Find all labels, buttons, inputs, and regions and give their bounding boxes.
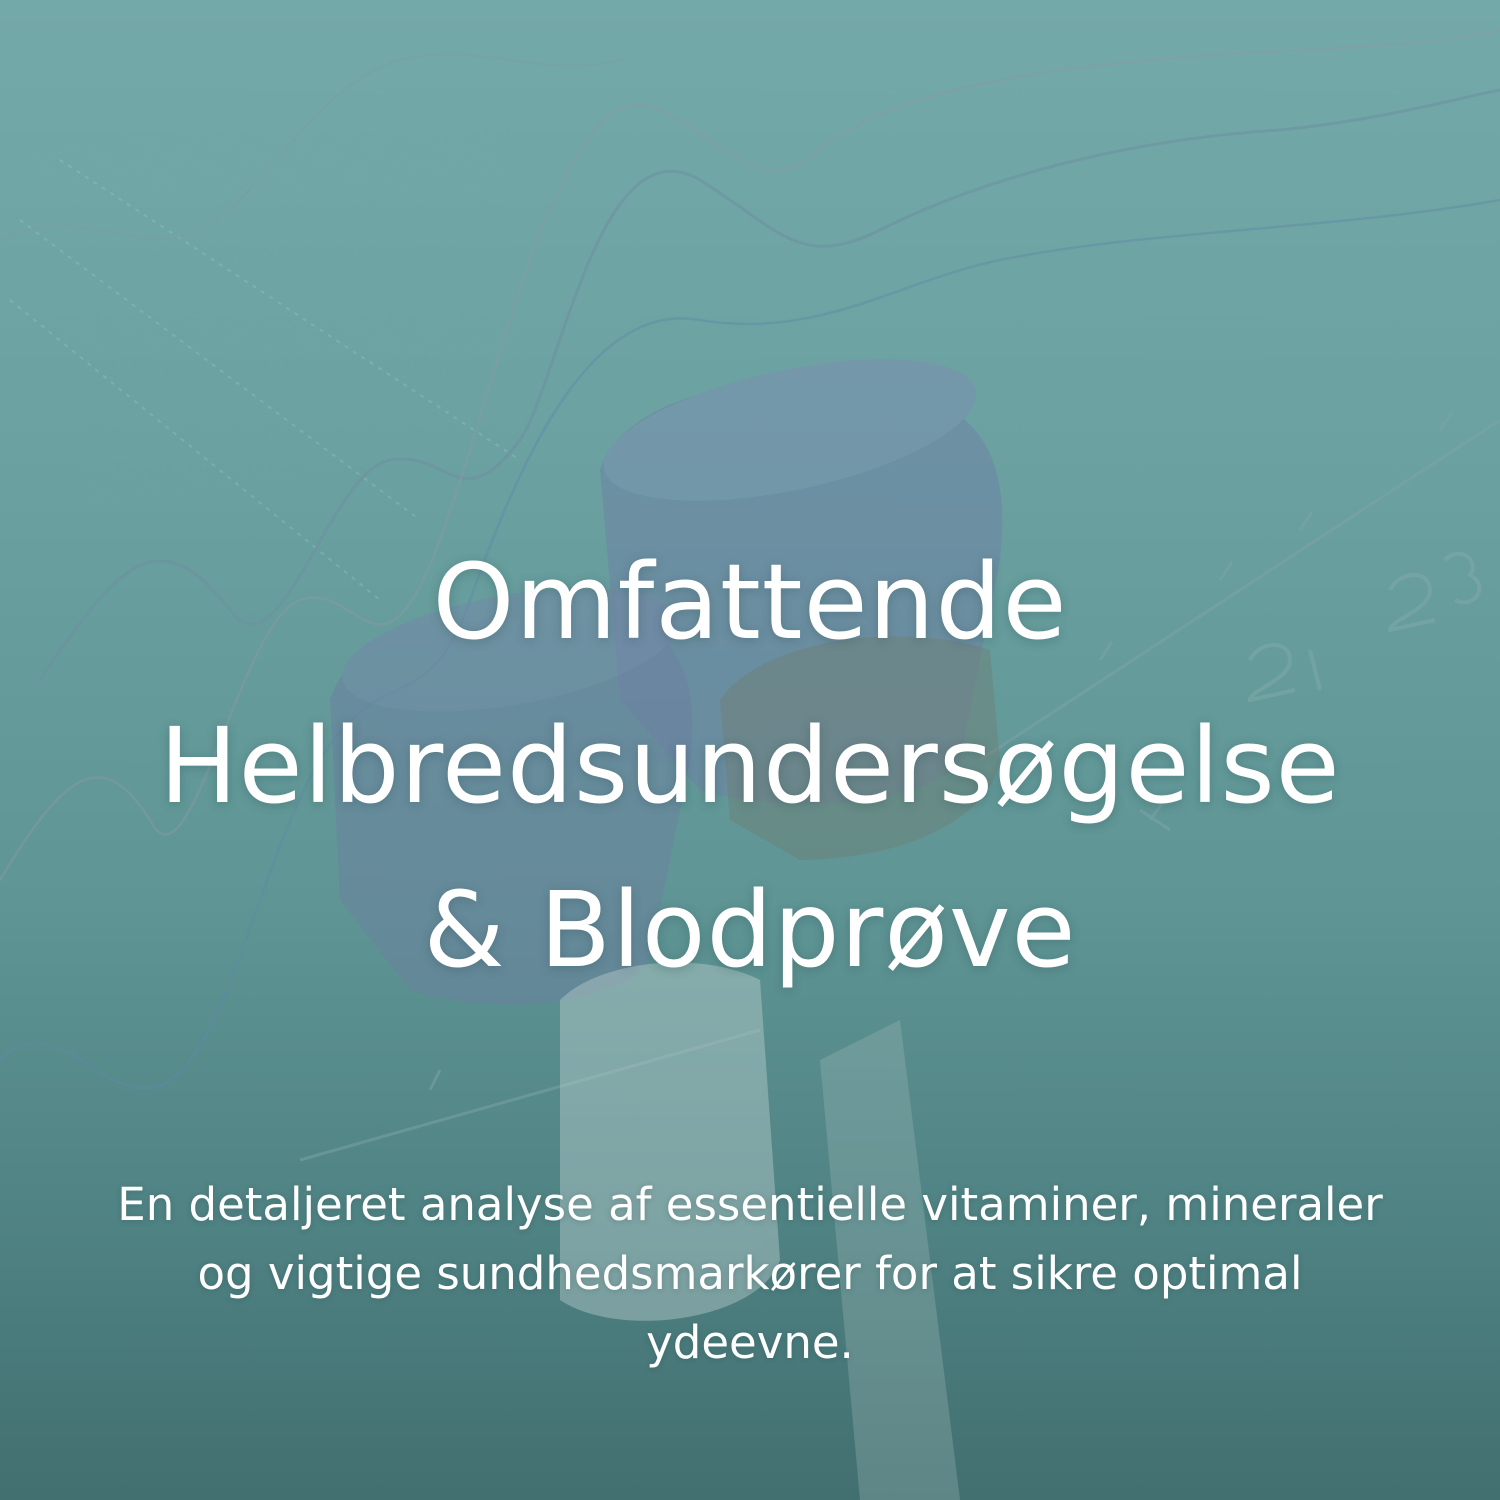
title-line-2: Helbredsundersøgelse xyxy=(159,705,1341,827)
page-title xyxy=(0,520,1500,1012)
title-line-1: Omfattende xyxy=(432,541,1068,663)
description-text: En detaljeret analyse af essentielle vitaminer, mineraler og vigtige sundhedsmarkører for at sikre optimal ydeevne. xyxy=(117,1178,1383,1369)
title-line-3: & Blodprøve xyxy=(423,869,1077,991)
